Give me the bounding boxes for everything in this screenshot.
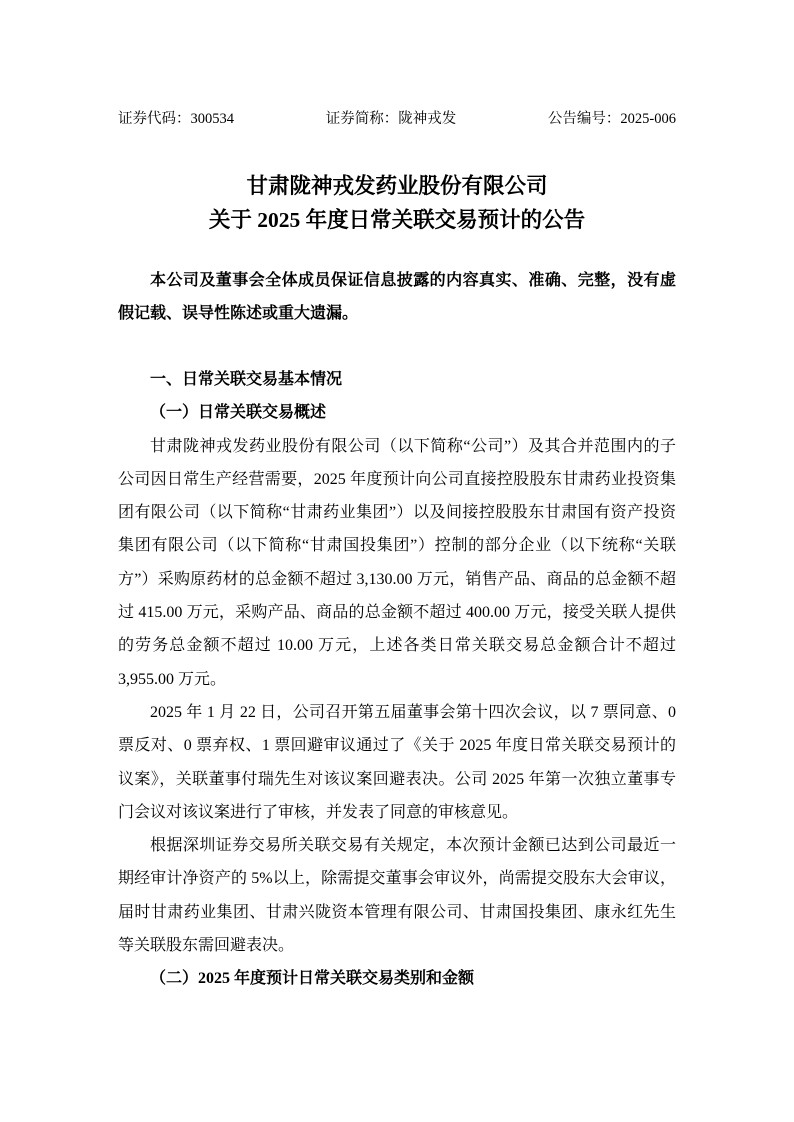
stock-code: 证券代码：300534 — [118, 111, 234, 127]
paragraph-board-meeting: 2025 年 1 月 22 日，公司召开第五届董事会第十四次会议，以 7 票同意、0 票反对、0 票弃权、1 票回避审议通过了《关于 2025 年度日常关联交易预计的议案》，关联董事付瑞先生对该议案回避表决。公司 2025 年第一次独立董事专门会议对该议案进行了审核，并发表了同意的审核意见。 — [118, 703, 676, 821]
subsection-heading-2: （二）2025 年度预计日常关联交易类别和金额 — [150, 970, 475, 988]
announcement-number: 公告编号：2025-006 — [547, 111, 676, 127]
stock-name: 证券简称：陇神戎发 — [325, 111, 457, 127]
paragraph-approval-requirement: 根据深圳证券交易所关联交易有关规定，本次预计金额已达到公司最近一期经审计净资产的 5%以上，除需提交董事会审议外，尚需提交股东大会审议，届时甘肃药业集团、甘肃兴陇资本管理有限公司、甘肃国投集团、康永红先生等关联股东需回避表决。 — [118, 837, 676, 955]
document-header — [118, 108, 676, 130]
section-heading-1: 一、日常关联交易基本情况 — [150, 371, 343, 388]
subsection-heading-1: （一）日常关联交易概述 — [150, 404, 327, 422]
document-title-line1: 甘肃陇神戎发药业股份有限公司 — [246, 174, 548, 198]
paragraph-overview: 甘肃陇神戎发药业股份有限公司（以下简称“公司”）及其合并范围内的子公司因日常生产经营需要，2025 年度预计向公司直接控股股东甘肃药业投资集团有限公司（以下简称“甘肃药业集团”）以及间接控股股东甘肃国有资产投资集团有限公司（以下简称“甘肃国投集团”）控制的部分企业（以下统称“关联方”）采购原药材的总金额不超过 3,130.00 万元，销售产品、商品的总金额不超过 415.00 万元，采购产品、商品的总金额不超过 400.00 万元，接受关联人提供的劳务总金额不超过 10.00 万元，上述各类日常关联交易总金额合计不超过 3,955.00 万元。 — [118, 437, 676, 688]
document-title — [118, 169, 676, 237]
disclaimer-statement: 本公司及董事会全体成员保证信息披露的内容真实、准确、完整，没有虚假记载、误导性陈述或重大遗漏。 — [118, 272, 676, 322]
document-title-line2: 关于 2025 年度日常关联交易预计的公告 — [208, 208, 586, 232]
